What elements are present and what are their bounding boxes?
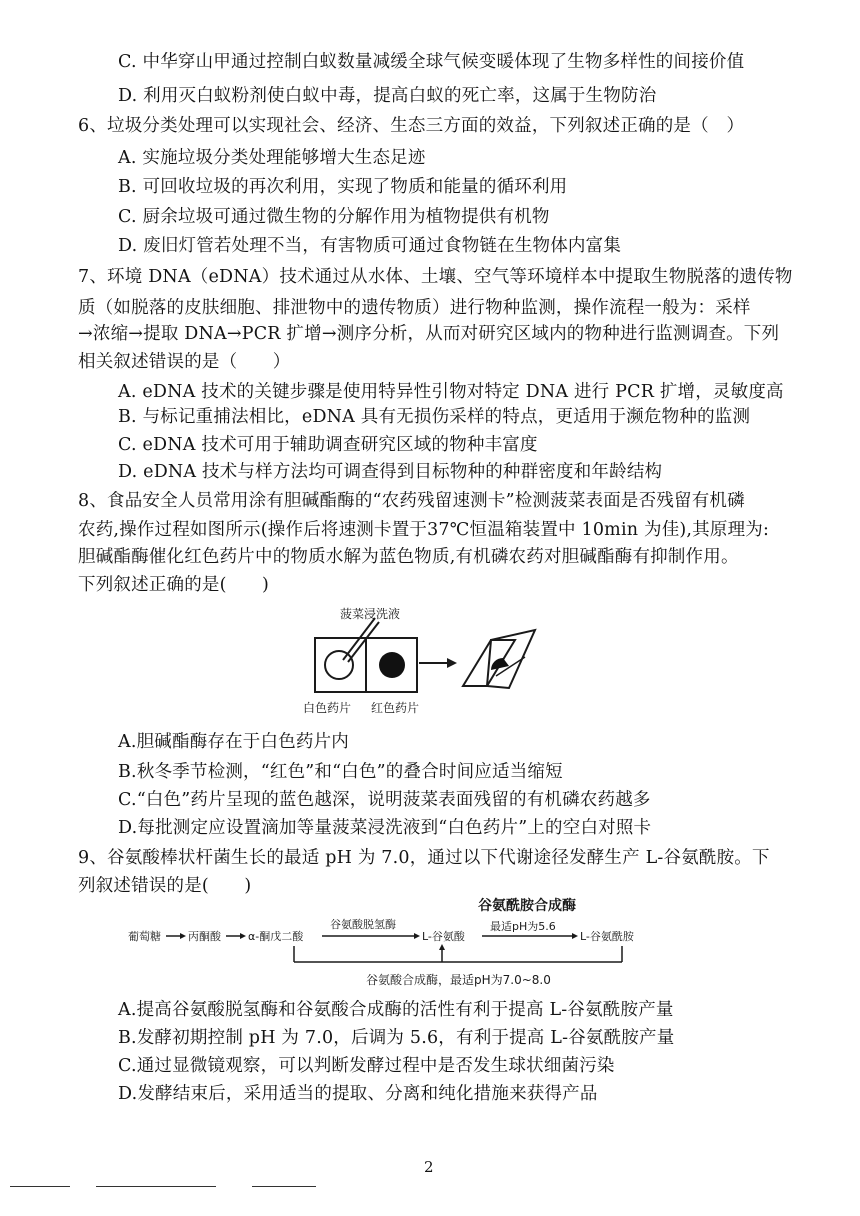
node-alpha-ketoglutarate: α-酮戊二酸 [248, 930, 304, 943]
q8-stem-line-3: 胆碱酯酶催化红色药片中的物质水解为蓝色物质,有机磷农药对胆碱酯酶有抑制作用。 [78, 547, 739, 567]
node-l-glutamate: L-谷氨酸 [422, 930, 465, 943]
q8-stem-line-2: 农药,操作过程如图所示(操作后将速测卡置于37℃恒温箱装置中 10min 为佳),其原理为: [78, 520, 770, 540]
q9-stem-line-2: 列叙述错误的是( ) [78, 876, 252, 896]
enzyme-glutamine-synthetase: 谷氨酰胺合成酶 [478, 898, 576, 914]
red-tablet [379, 652, 405, 678]
q9-option-c: C.通过显微镜观察，可以判断发酵过程中是否发生球状细菌污染 [118, 1056, 615, 1076]
q7-stem-line-2: 质（如脱落的皮肤细胞、排泄物中的遗传物质）进行物种监测，操作流程一般为：采样 [78, 298, 751, 318]
q8-test-card-figure [295, 600, 715, 720]
q8-option-c: C.“白色”药片呈现的蓝色越深，说明菠菜表面残留的有机磷农药越多 [118, 790, 651, 810]
node-l-glutamine: L-谷氨酰胺 [580, 930, 634, 943]
enzyme-glutamate-synthase: 谷氨酸合成酶，最适pH为7.0~8.0 [366, 973, 551, 987]
arrow-icon [447, 658, 457, 668]
q7-option-d: D. eDNA 技术与样方法均可调查得到目标物种的种群密度和年龄结构 [118, 462, 663, 482]
q7-option-c: C. eDNA 技术可用于辅助调查研究区域的物种丰富度 [118, 435, 538, 455]
arrow-3-head [414, 933, 420, 939]
q7-stem-line-1: 7、环境 DNA（eDNA）技术通过从水体、土壤、空气等环境样本中提取生物脱落的遗传物 [78, 267, 793, 287]
arrow-2-head [240, 933, 246, 939]
q8-stem-line-1: 8、食品安全人员常用涂有胆碱酯酶的“农药残留速测卡”检测菠菜表面是否残留有机磷 [78, 491, 745, 511]
arrow-4-head [572, 933, 578, 939]
q6-option-a: A. 实施垃圾分类处理能够增大生态足迹 [118, 148, 426, 168]
q6-option-d: D. 废旧灯管若处理不当，有害物质可通过食物链在生物体内富集 [118, 236, 622, 256]
dropper-side [348, 622, 379, 662]
q7-option-a: A. eDNA 技术的关键步骤是使用特异性引物对特定 DNA 进行 PCR 扩增，灵敏度高 [118, 382, 784, 402]
q7-stem-line-4: 相关叙述错误的是（ ） [78, 352, 291, 372]
footer-rule-2 [96, 1186, 216, 1187]
q7-option-b: B. 与标记重捕法相比，eDNA 具有无损伤采样的特点，更适用于濒危物种的监测 [118, 407, 751, 427]
enzyme-glutamine-synthetase-ph: 最适pH为5.6 [490, 920, 556, 933]
q8-option-d: D.每批测定应设置滴加等量菠菜浸洗液到“白色药片”上的空白对照卡 [118, 818, 652, 838]
q9-stem-line-1: 9、谷氨酸棒状杆菌生长的最适 pH 为 7.0，通过以下代谢途径发酵生产 L-谷氨酰胺。下 [78, 848, 770, 868]
q6-stem: 6、垃圾分类处理可以实现社会、经济、生态三方面的效益，下列叙述正确的是（ ） [78, 116, 745, 136]
q9-pathway-figure [118, 892, 718, 996]
q6-option-c: C. 厨余垃圾可通过微生物的分解作用为植物提供有机物 [118, 207, 550, 227]
bracket-arrow-head [439, 944, 445, 950]
node-pyruvate: 丙酮酸 [188, 930, 221, 943]
q9-option-a: A.提高谷氨酸脱氢酶和谷氨酸合成酶的活性有利于提高 L-谷氨酰胺产量 [118, 1000, 674, 1020]
label-red-tablet: 红色药片 [371, 701, 420, 715]
node-glucose: 葡萄糖 [128, 930, 161, 943]
q7-stem-line-3: →浓缩→提取 DNA→PCR 扩增→测序分析，从而对研究区域内的物种进行监测调查。下列 [78, 324, 780, 344]
overlapped-tablet [491, 658, 509, 670]
footer-rule-3 [252, 1186, 316, 1187]
q8-stem-line-4: 下列叙述正确的是( ) [78, 575, 270, 595]
page-number: 2 [424, 1158, 434, 1176]
q8-option-a: A.胆碱酯酶存在于白色药片内 [118, 732, 349, 752]
white-tablet [325, 651, 353, 679]
q9-option-d: D.发酵结束后，采用适当的提取、分离和纯化措施来获得产品 [118, 1084, 598, 1104]
q5-option-d: D. 利用灭白蚁粉剂使白蚁中毒，提高白蚁的死亡率，这属于生物防治 [118, 86, 657, 106]
q9-option-b: B.发酵初期控制 pH 为 7.0，后调为 5.6，有利于提高 L-谷氨酰胺产量 [118, 1028, 675, 1048]
q8-option-b: B.秋冬季节检测，“红色”和“白色”的叠合时间应适当缩短 [118, 762, 563, 782]
arrow-1-head [180, 933, 186, 939]
q5-option-c: C. 中华穿山甲通过控制白蚁数量减缓全球气候变暖体现了生物多样性的间接价值 [118, 52, 745, 72]
enzyme-glutamate-dehydrogenase: 谷氨酸脱氢酶 [330, 918, 396, 931]
q6-option-b: B. 可回收垃圾的再次利用，实现了物质和能量的循环利用 [118, 177, 568, 197]
folded-card-back [487, 630, 535, 688]
label-spinach-wash: 菠菜浸洗液 [340, 607, 401, 621]
footer-rule-1 [10, 1186, 70, 1187]
label-white-tablet: 白色药片 [303, 701, 352, 715]
